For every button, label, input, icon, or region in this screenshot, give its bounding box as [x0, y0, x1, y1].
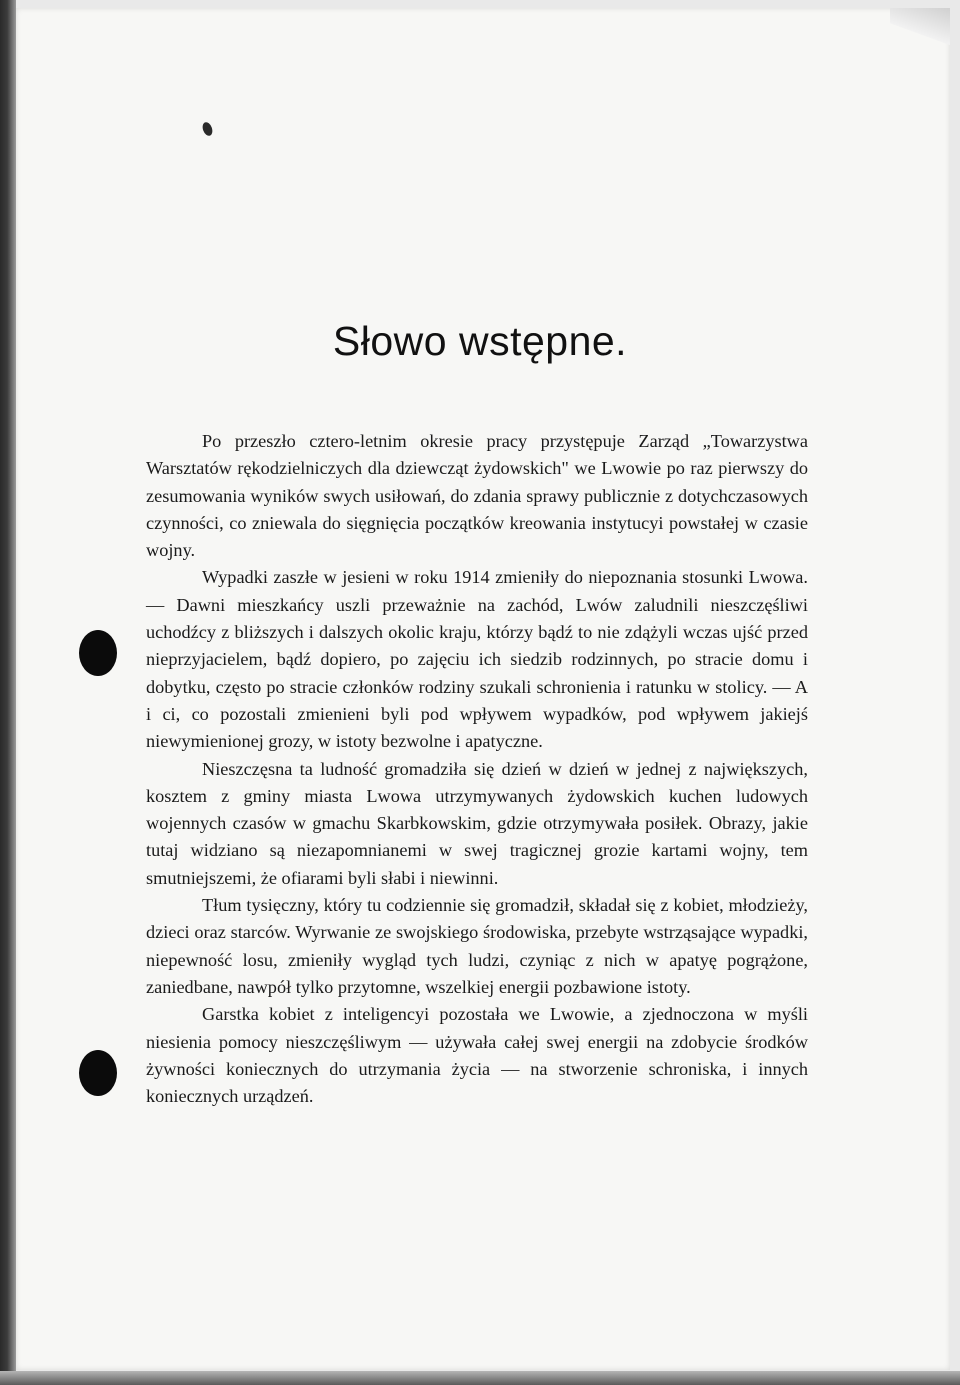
- bottom-shadow: [0, 1371, 960, 1385]
- punch-hole-top: [79, 630, 117, 676]
- body-text: [146, 428, 808, 1110]
- paragraph: Garstka kobiet z inteligencyi pozostała we Lwowie, a zjednoczona w myśli niesienia pomocy nieszczęśliwym — używała całej swej energii na zdobycie środków żywności koniecznych do utrzymania życia — na stworzenie schroniska, i innych koniecznych urządzeń.: [146, 1004, 808, 1107]
- folded-corner: [890, 8, 950, 53]
- paragraph: Po przeszło cztero-letnim okresie pracy przystępuje Zarząd „Towarzystwa Warsztatów rękodzielniczych dla dziewcząt żydowskich" we Lwowie po raz pierwszy do zesumowania wyników swych usiłowań, do zdania sprawy publicznie z dotychczasowych czynności, co zniewala do sięgnięcia początków kreowania instytucyi powstałej w czasie wojny.: [146, 431, 808, 561]
- binding-shadow: [0, 0, 16, 1385]
- page-title: Słowo wstępne.: [332, 318, 628, 364]
- punch-hole-bottom: [79, 1050, 117, 1096]
- paragraph: Nieszczęsna ta ludność gromadziła się dzień w dzień w jednej z największych, kosztem z gminy miasta Lwowa utrzymywanych żydowskich kuchen ludowych wojennych czasów w gmachu Skarbkowskim, gdzie otrzymywała posiłek. Obrazy, jakie tutaj widziano są niezapomnianemi w swej tragicznej grozie kartami wojny, tem smutniejszemi, że ofiarami byli słabi i niewinni.: [146, 758, 808, 888]
- paragraph: Wypadki zaszłe w jesieni w roku 1914 zmieniły do niepoznania stosunki Lwowa. — Dawni mieszkańcy uszli przeważnie na zachód, Lwów zaludnili nieszczęśliwi uchodźcy z bliższych i dalszych okolic kraju, którzy bądź to nie zdążyli wczas ujść przed nieprzyjacielem, bądź dopiero, po zajęciu ich siedzib rodzinnych, po stracie domu i dobytku, często po stracie członków rodziny szukali schronienia i ratunku w stolicy. — A i ci, co pozostali zmienieni byli pod wpływem wypadków, pod wpływem jakiejś niewymienionej grozy, w istoty bezwolne i apatyczne.: [146, 567, 808, 752]
- paragraph: Tłum tysięczny, który tu codziennie się gromadził, składał się z kobiet, młodzieży, dzieci oraz starców. Wyrwanie ze swojskiego środowiska, przebyte wstrząsające wypadki, niepewność losu, zmieniły wygląd tych ludzi, czyniąc z nich w apatyę pogrążone, zaniedbane, nawpół tylko przytomne, wszelkiej energii pozbawione istoty.: [146, 895, 808, 997]
